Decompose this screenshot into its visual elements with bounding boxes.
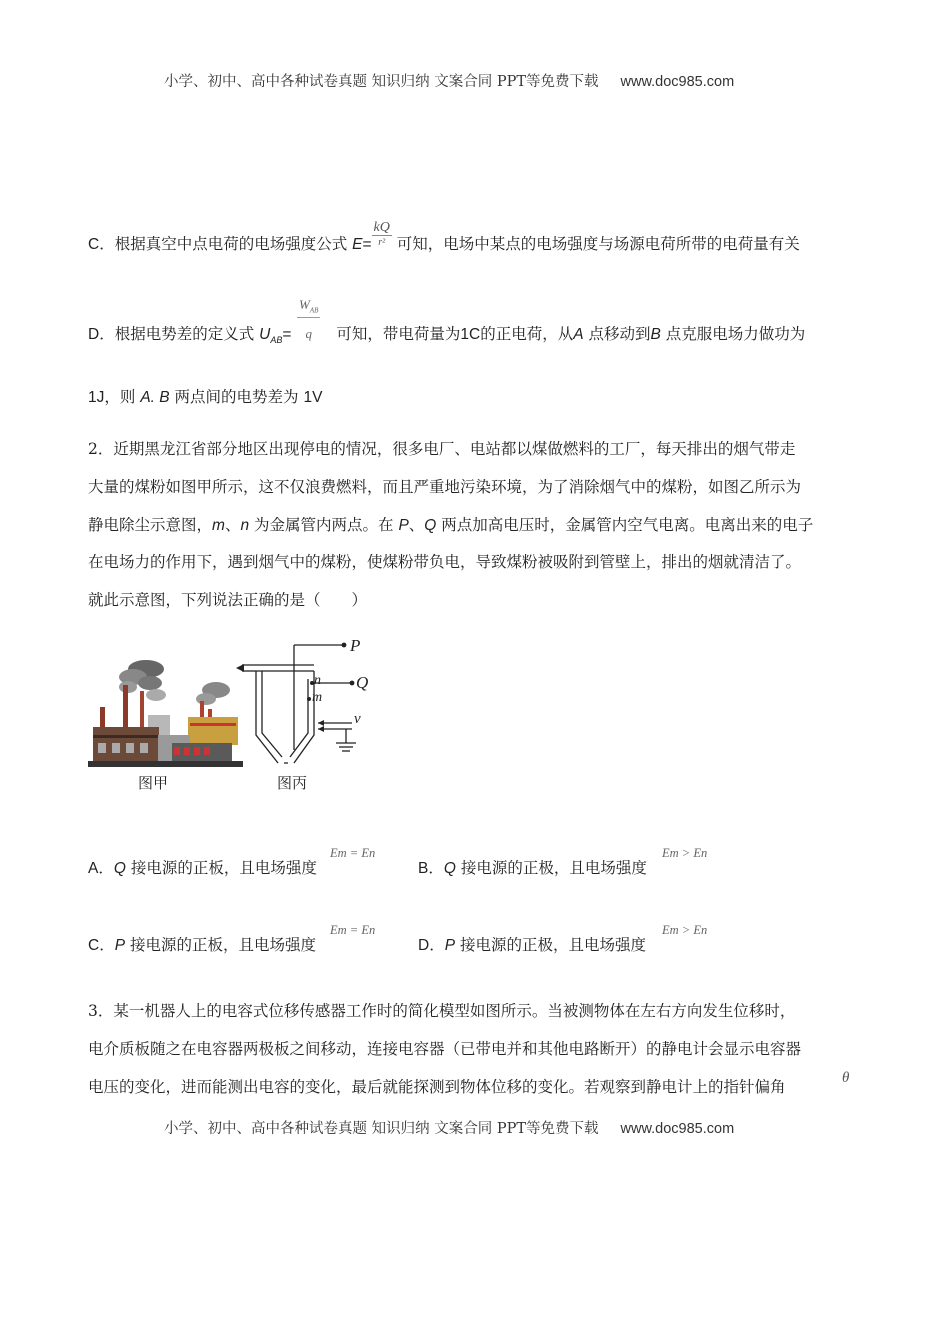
formula-em-gt-en: Em > En — [662, 923, 708, 937]
option-label: D． — [88, 326, 115, 343]
label-n: n — [314, 673, 321, 688]
option-var: P — [114, 937, 126, 954]
fraction-wab-q: $W_{AB}$ q — [299, 297, 319, 341]
formula-em-gt-en: Em > En — [662, 846, 708, 860]
q3-stem-line3: 电压的变化，进而能测出电容的变化，最后就能探测到物体位移的变化。若观察到静电计上的指针偏角 — [88, 1078, 786, 1096]
option-text: 接电源的正极，且电场强度 — [455, 859, 647, 877]
option-var: P — [444, 937, 456, 954]
q2-option-a[interactable] — [88, 861, 317, 877]
value-1v: 1V — [303, 389, 323, 406]
page-footer — [164, 1117, 734, 1138]
point-a: A — [573, 326, 584, 343]
option-label: D． — [418, 937, 445, 954]
option-text: 接电源的正板，且电场强度 — [125, 936, 316, 954]
var-u-subscript: AB — [270, 335, 283, 346]
value-1c: 1C — [460, 326, 481, 343]
point-m: m — [212, 517, 225, 534]
option-var: Q — [113, 860, 126, 877]
q2-stem-line5: 就此示意图，下列说法正确的是（ ） — [88, 591, 368, 609]
fraction-numerator: kQ — [373, 219, 390, 235]
option-label: A． — [88, 860, 114, 877]
value-1j: 1J — [88, 389, 105, 406]
footer-text: 小学、初中、高中各种试卷真题 知识归纳 文案合同 PPT等免费下载 — [164, 1121, 599, 1137]
header-site-link[interactable]: www.doc985.com — [620, 74, 735, 90]
factory-image — [88, 655, 243, 767]
stem-text: 为金属管内两点。在 — [249, 516, 399, 534]
label-q: Q — [356, 673, 369, 692]
q2-option-d[interactable] — [418, 938, 646, 954]
option-text: 两点间的电势差为 — [169, 388, 304, 406]
caption-figure-bing: 图丙 — [277, 774, 308, 792]
label-v: v — [354, 711, 361, 727]
var-u: U — [259, 326, 271, 343]
q2-stem-line1: 2．近期黑龙江省部分地区出现停电的情况，很多电厂、电站都以煤做燃料的工厂，每天排出的烟气带走 — [88, 440, 796, 458]
option-text: 的正电荷，从 — [480, 325, 574, 343]
option-text: 根据真空中点电荷的电场强度公式 — [114, 235, 353, 253]
point-b: B — [650, 326, 661, 343]
q2-stem-line4: 在电场力的作用下，遇到烟气中的煤粉，使煤粉带负电，导致煤粉被吸附到管壁上，排出的烟就清洁了。 — [88, 553, 802, 571]
q1-option-d-line2 — [88, 390, 322, 406]
option-text: 接电源的正板，且电场强度 — [125, 859, 317, 877]
point-p: P — [398, 517, 409, 534]
stem-text: 两点加高电压时，金属管内空气电离。电离出来的电子 — [436, 516, 814, 534]
stem-text: 静电除尘示意图， — [88, 516, 213, 534]
point-q: Q — [424, 517, 437, 534]
q2-option-b[interactable] — [418, 861, 647, 877]
footer-site-link[interactable]: www.doc985.com — [620, 1121, 735, 1137]
stem-text: 、 — [224, 516, 241, 534]
formula-em-eq-en: Em = En — [330, 923, 376, 937]
equals-sign: = — [282, 326, 292, 343]
stem-text: 、 — [408, 516, 425, 534]
point-n: n — [240, 517, 250, 534]
equals-sign: = — [362, 236, 372, 253]
page-header — [164, 70, 734, 91]
formula-em-eq-en: Em = En — [330, 846, 376, 860]
q2-option-c[interactable] — [88, 938, 316, 954]
q1-option-d — [88, 327, 805, 345]
option-text-rest: 可知，电场中某点的电场强度与场源电荷所带的电荷量有关 — [391, 235, 800, 253]
label-p: P — [350, 636, 361, 655]
option-label: B． — [418, 860, 444, 877]
option-text: 可知，带电荷量为 — [331, 325, 461, 343]
q2-stem-line2: 大量的煤粉如图甲所示，这不仅浪费燃料，而且严重地污染环境，为了消除烟气中的煤粉，如图乙所示为 — [88, 478, 802, 496]
fraction-kq-r2 — [372, 221, 392, 248]
points-ab: A. B — [140, 389, 170, 406]
q3-stem-line2: 电介质板随之在电容器两极板之间移动，连接电容器（已带电并和其他电路断开）的静电计会显示电容器 — [88, 1040, 802, 1058]
option-text: 根据电势差的定义式 — [114, 325, 260, 343]
option-label: C． — [88, 236, 115, 253]
fraction-denominator: q — [305, 325, 312, 341]
q1-option-c — [88, 219, 800, 253]
q3-stem-line1: 3．某一机器人上的电容式位移传感器工作时的简化模型如图所示。当被测物体在左右方向发生位移时， — [88, 1002, 796, 1020]
option-label: C． — [88, 937, 115, 954]
option-text: 接电源的正极，且电场强度 — [455, 936, 646, 954]
label-m: m — [312, 690, 323, 705]
option-text: 点移动到 — [583, 325, 651, 343]
theta-symbol: θ — [842, 1070, 850, 1086]
option-text: ，则 — [104, 388, 141, 406]
option-text: 点克服电场力做功为 — [660, 325, 806, 343]
fraction-denominator: r² — [378, 236, 386, 248]
q2-stem-line3 — [88, 518, 813, 534]
var-e: E — [352, 236, 363, 253]
option-var: Q — [443, 860, 456, 877]
caption-figure-jia: 图甲 — [138, 774, 169, 792]
header-text: 小学、初中、高中各种试卷真题 知识归纳 文案合同 PPT等免费下载 — [164, 74, 599, 90]
